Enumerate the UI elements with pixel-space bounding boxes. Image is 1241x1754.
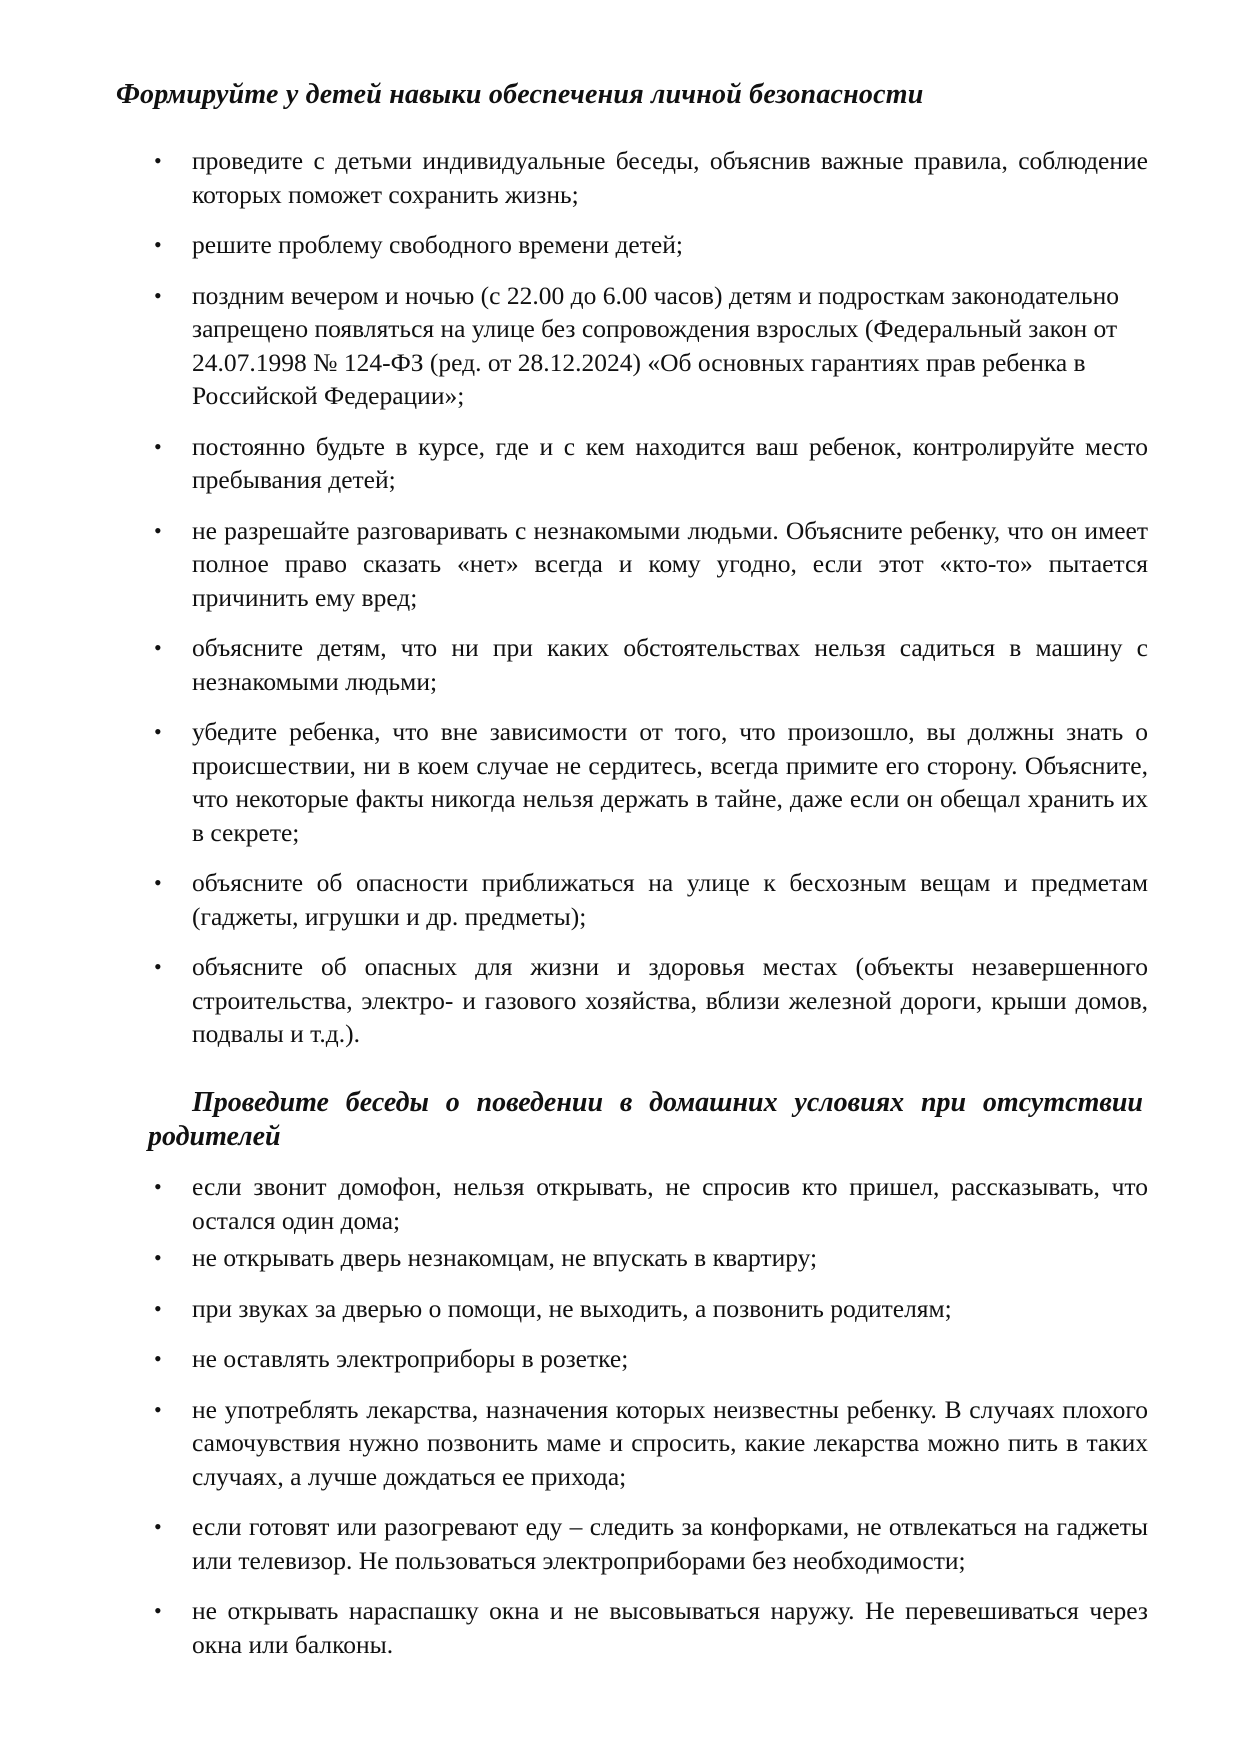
list-item: • не оставлять электроприборы в розетке; — [0, 1342, 1241, 1376]
list-item: • объясните детям, что ни при каких обстоятельствах нельзя садиться в машину с незнакомыми людьми; — [0, 631, 1241, 698]
list-item: • не открывать нараспашку окна и не высовываться наружу. Не перевешиваться через окна или балконы. — [0, 1594, 1241, 1661]
list-item: • постоянно будьте в курсе, где и с кем находится ваш ребенок, контролируйте место пребывания детей; — [0, 430, 1241, 497]
personal-safety-list — [0, 144, 1241, 1068]
list-item: • при звуках за дверью о помощи, не выходить, а позвонить родителям; — [0, 1292, 1241, 1326]
list-item: • если звонит домофон, нельзя открывать, не спросив кто пришел, рассказывать, что остался один дома; — [0, 1170, 1241, 1237]
list-item: • не употреблять лекарства, назначения которых неизвестны ребенку. В случаях плохого самочувствия нужно позвонить маме и спросить, какие лекарства можно пить в таких случаях, а лучше дождаться ее прихода; — [0, 1393, 1241, 1494]
list-item: • решите проблему свободного времени детей; — [0, 228, 1241, 262]
section-heading-home-behavior: Проведите беседы о поведении в домашних условиях при отсутствии родителей — [148, 1087, 1143, 1152]
list-item: • убедите ребенка, что вне зависимости от того, что произошло, вы должны знать о происшествии, ни в коем случае не сердитесь, всегда примите его сторону. Объясните, что некоторые факты никогда нельзя держать в тайне, даже если он обещал хранить их в секрете; — [0, 715, 1241, 849]
section-heading-personal-safety: Формируйте у детей навыки обеспечения личной безопасности — [116, 79, 924, 110]
list-item: • поздним вечером и ночью (с 22.00 до 6.00 часов) детям и подросткам законодательно запрещено появляться на улице без сопровождения взрослых (Федеральный закон от 24.07.1998 № 124-ФЗ (ред. от 28.12.2024) «Об основных гарантиях прав ребенка в Российской Федерации»; — [0, 279, 1241, 413]
list-item: • проведите с детьми индивидуальные беседы, объяснив важные правила, соблюдение которых поможет сохранить жизнь; — [0, 144, 1241, 211]
list-item: • объясните об опасных для жизни и здоровья местах (объекты незавершенного строительства, электро- и газового хозяйства, вблизи железной дороги, крыши домов, подвалы и т.д.). — [0, 950, 1241, 1051]
list-item: • не разрешайте разговаривать с незнакомыми людьми. Объясните ребенку, что он имеет полное право сказать «нет» всегда и кому угодно, если этот «кто-то» пытается причинить ему вред; — [0, 514, 1241, 615]
list-item: • если готовят или разогревают еду – следить за конфорками, не отвлекаться на гаджеты или телевизор. Не пользоваться электроприборами без необходимости; — [0, 1510, 1241, 1577]
home-behavior-list — [0, 1170, 1241, 1678]
list-item: • не открывать дверь незнакомцам, не впускать в квартиру; — [0, 1241, 1241, 1275]
list-item: • объясните об опасности приближаться на улице к бесхозным вещам и предметам (гаджеты, игрушки и др. предметы); — [0, 866, 1241, 933]
